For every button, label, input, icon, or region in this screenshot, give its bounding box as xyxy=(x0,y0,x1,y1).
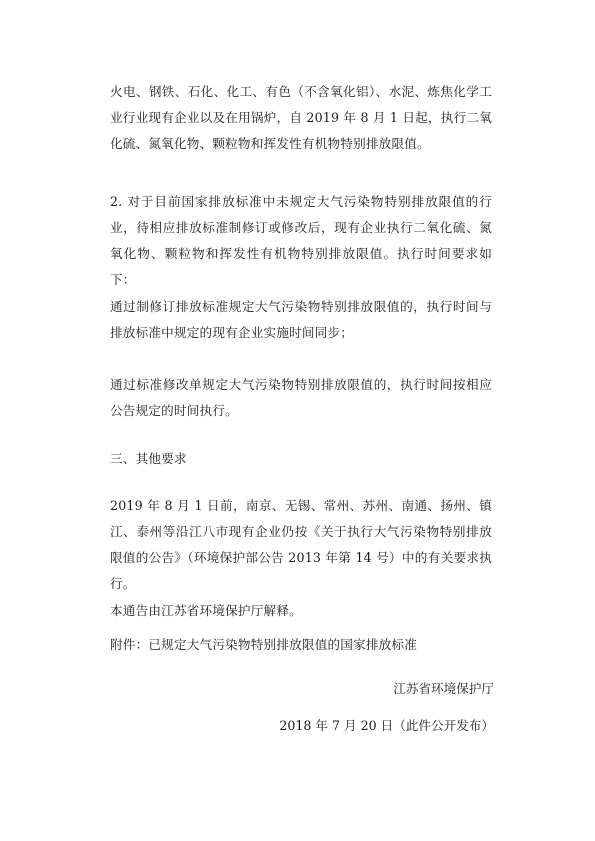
paragraph-revision-timing: 通过制修订排放标准规定大气污染物特别排放限值的，执行时间与排放标准中规定的现有企业实施时间同步； xyxy=(110,299,492,340)
paragraph-amendment-timing: 通过标准修改单规定大气污染物特别排放限值的，执行时间按相应公告规定的时间执行。 xyxy=(110,377,492,418)
paragraph-attachment: 附件：已规定大气污染物特别排放限值的国家排放标准 xyxy=(110,637,418,652)
paragraph-item-2: 2. 对于目前国家排放标准中未规定大气污染物特别排放限值的行业，待相应排放标准制修订或修改后，现有企业执行二氧化硫、氮氧化物、颗粒物和挥发性有机物特别排放限值。执行时间要求如下： xyxy=(110,194,492,287)
paragraph-industries: 火电、钢铁、石化、化工、有色（不含氧化铝）、水泥、炼焦化学工业行业现有企业以及在用锅炉，自 2019 年 8 月 1 日起，执行二氧化硫、氮氧化物、颗粒物和挥发性有机物特别排放限值。 xyxy=(110,84,492,151)
signature-date: 2018 年 7 月 20 日（此件公开发布） xyxy=(279,718,494,733)
section-heading-other-requirements: 三、其他要求 xyxy=(110,451,187,466)
paragraph-interpretation: 本通告由江苏省环境保护厅解释。 xyxy=(110,603,302,618)
paragraph-eight-cities: 2019 年 8 月 1 日前，南京、无锡、常州、苏州、南通、扬州、镇江、泰州等沿江八市现有企业仍按《关于执行大气污染物特别排放限值的公告》（环境保护部公告 2013 年第 14 号）中的有关要求执行。 xyxy=(110,498,492,591)
signature-organization: 江苏省环境保护厅 xyxy=(393,681,494,696)
